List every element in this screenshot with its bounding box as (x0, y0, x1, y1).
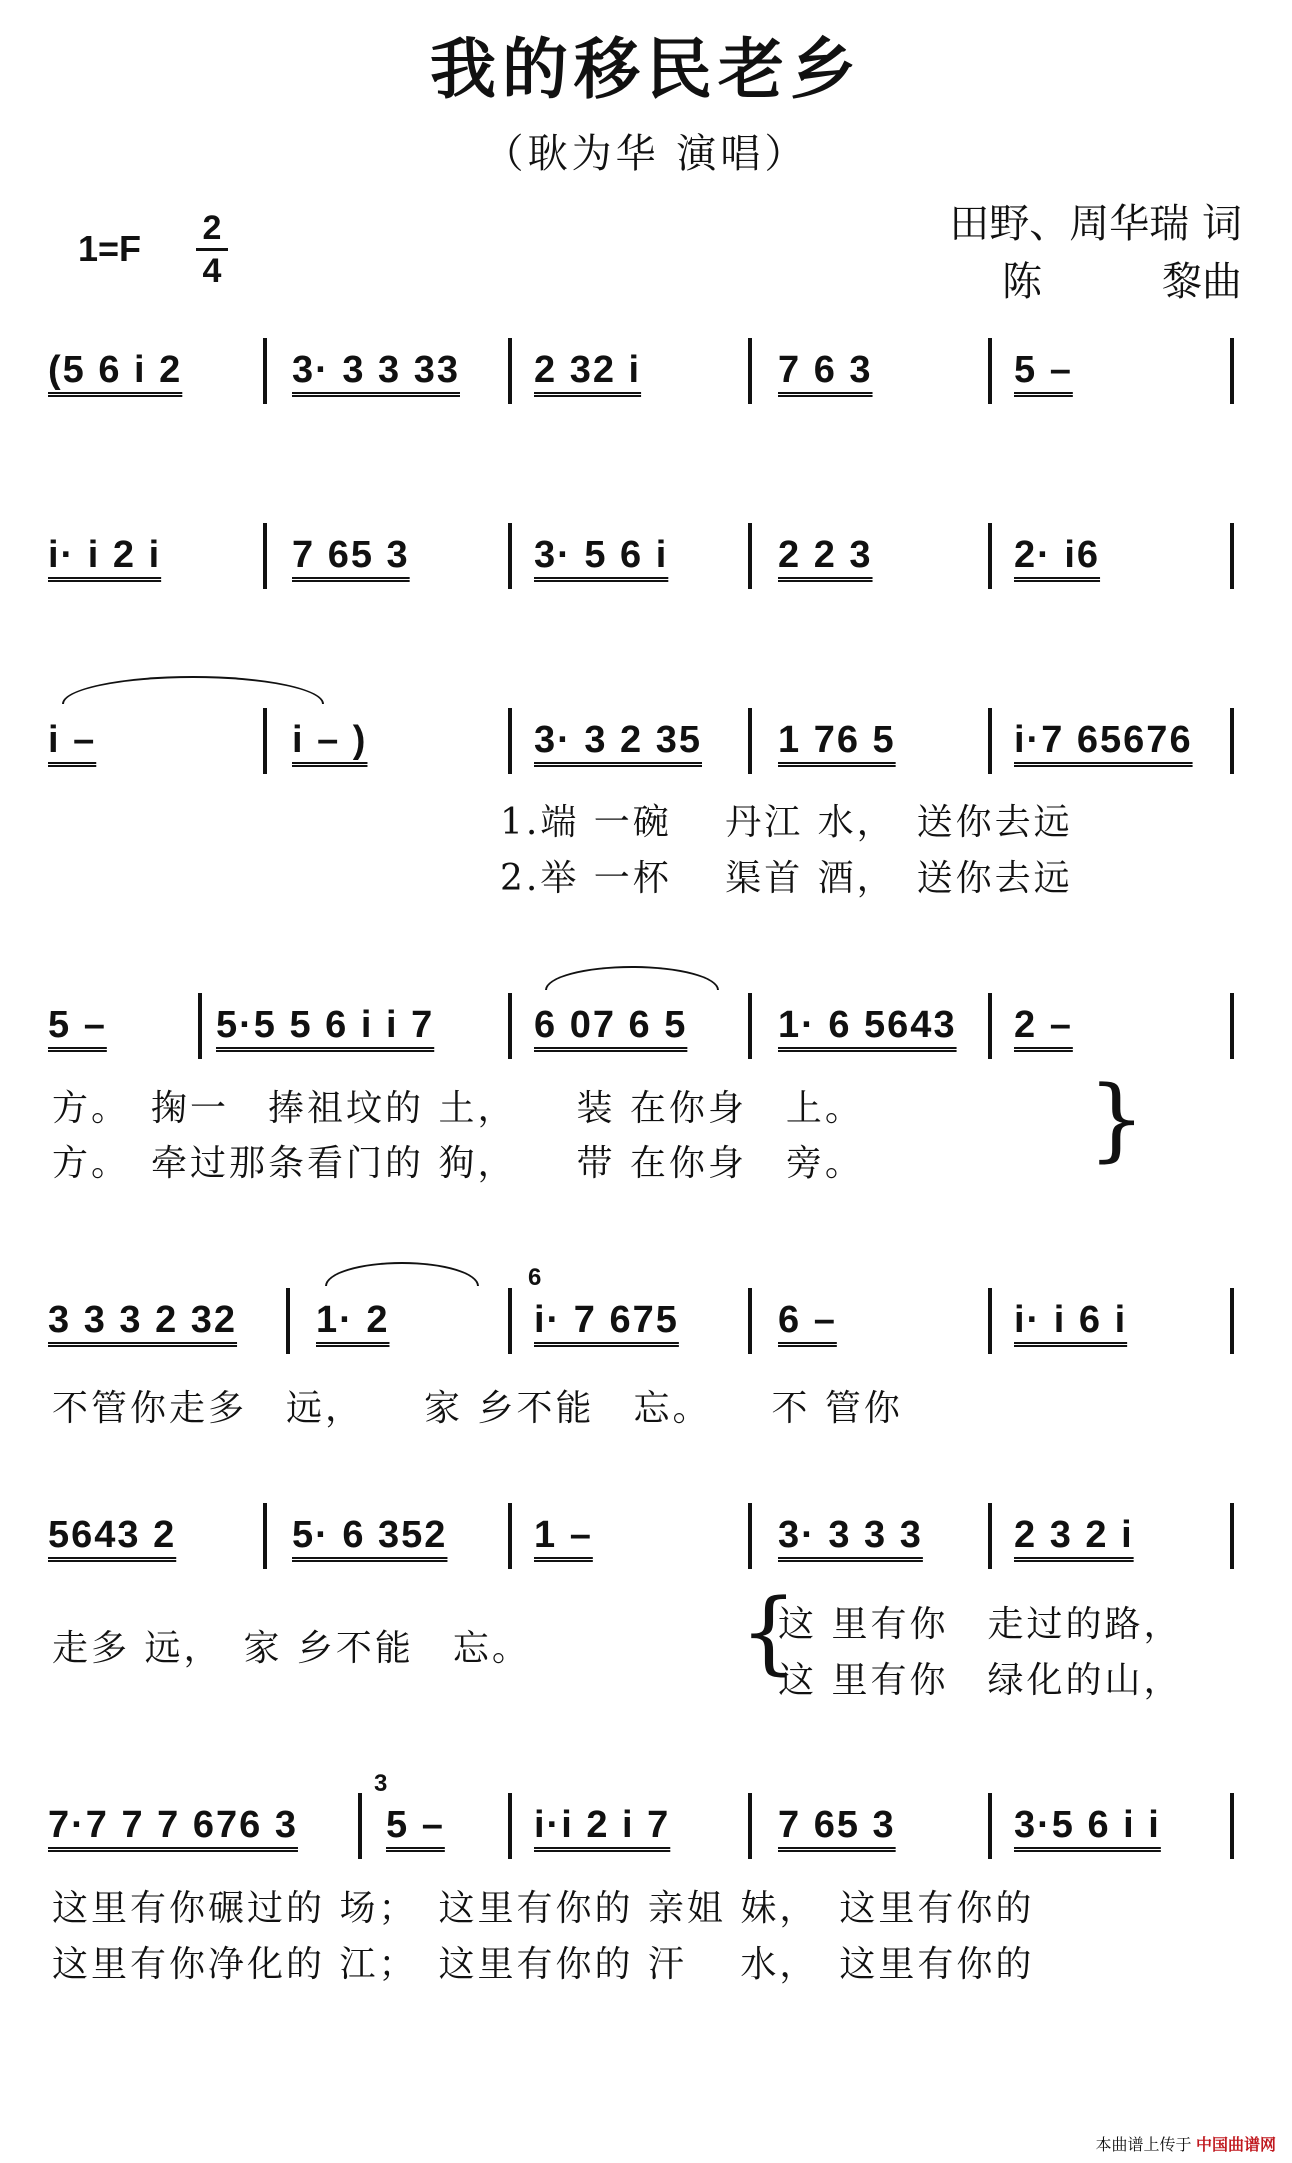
barline (286, 1288, 290, 1354)
barline (508, 1793, 512, 1859)
footer-brand: 中国曲谱网 (1195, 2137, 1276, 2154)
barline (508, 523, 512, 589)
notes-segment: i·7 65676 (1014, 719, 1193, 761)
staff-row-6 (48, 1495, 1244, 1575)
composer-credit: 陈 黎曲 (1002, 259, 1242, 305)
notes-segment: 5 – (48, 1004, 107, 1046)
barline (263, 338, 267, 404)
barline (358, 1793, 362, 1859)
barline (748, 993, 752, 1059)
performer-subtitle: （耿为华 演唱） (483, 131, 809, 177)
barline (1230, 523, 1234, 589)
staff-row-5 (48, 1280, 1244, 1360)
notes-segment: 2 3 2 i (1014, 1514, 1134, 1556)
time-signature (196, 208, 228, 291)
notes-segment: 2 32 i (534, 349, 642, 391)
lyrics-line: 1.端 一碗 丹江 水， 送你去远 (500, 802, 1073, 843)
notes-segment: 3· 3 2 35 (534, 719, 702, 761)
barline (1230, 1503, 1234, 1569)
notes-segment: i· 7 675 (534, 1299, 679, 1341)
notes-segment: 7·7 7 7 676 3 (48, 1804, 298, 1846)
footer-note: 本曲谱上传于 (1095, 2137, 1192, 2154)
volta-marker-3: 3 (374, 1770, 388, 1797)
barline (748, 1288, 752, 1354)
barline (508, 708, 512, 774)
notes-segment: 3· 3 3 3 (778, 1514, 923, 1556)
barline (263, 708, 267, 774)
verse-brace: } (1088, 1067, 1146, 1172)
staff-row-3 (48, 700, 1244, 780)
barline (748, 338, 752, 404)
notes-segment: i – ) (292, 719, 368, 761)
verse-brace: { (740, 1580, 798, 1685)
lyrics-line: 方。 牵过那条看门的 狗， 带 在你身 旁。 (52, 1143, 864, 1184)
notes-segment: 1 76 5 (778, 719, 896, 761)
lyrics-line: 不管你走多 远， 家 乡不能 忘。 不 管你 (52, 1388, 903, 1429)
time-signature-bottom: 4 (196, 248, 228, 291)
barline (1230, 338, 1234, 404)
barline (508, 338, 512, 404)
lyrics-line: 方。 掬一 捧祖坟的 土， 装 在你身 上。 (52, 1088, 864, 1129)
footer-watermark (1096, 2132, 1276, 2155)
notes-segment: 3 3 3 2 32 (48, 1299, 238, 1341)
lyrics-line: 这里有你碾过的 场； 这里有你的 亲姐 妹， 这里有你的 (52, 1888, 1035, 1929)
notes-segment: 3·5 6 i i (1014, 1804, 1161, 1846)
barline (508, 1503, 512, 1569)
barline (988, 338, 992, 404)
notes-segment: i· i 6 i (1014, 1299, 1128, 1341)
notes-segment: 3· 3 3 33 (292, 349, 460, 391)
barline (263, 523, 267, 589)
lyricist-credit: 田野、周华瑞 词 (949, 201, 1242, 247)
barline (988, 708, 992, 774)
notes-segment: i·i 2 i 7 (534, 1804, 671, 1846)
staff-row-1 (48, 330, 1244, 410)
staff-row-2 (48, 515, 1244, 595)
notes-segment: 7 65 3 (292, 534, 410, 576)
barline (988, 1288, 992, 1354)
barline (508, 993, 512, 1059)
key-signature: 1=F (78, 228, 142, 269)
lyrics-line: 这 里有你 走过的路， (778, 1604, 1183, 1645)
notes-segment: 5 – (1014, 349, 1073, 391)
barline (508, 1288, 512, 1354)
barline (748, 1793, 752, 1859)
lyrics-line: 这里有你净化的 江； 这里有你的 汗 水， 这里有你的 (52, 1944, 1035, 1985)
volta-marker-6: 6 (528, 1264, 542, 1291)
notes-segment: 2 – (1014, 1004, 1073, 1046)
notes-segment: 7 6 3 (778, 349, 873, 391)
barline (1230, 708, 1234, 774)
notes-segment: 3· 5 6 i (534, 534, 669, 576)
staff-row-7 (48, 1785, 1244, 1865)
notes-segment: 2· i6 (1014, 534, 1101, 576)
barline (988, 993, 992, 1059)
notes-segment: (5 6 i 2 (48, 349, 183, 391)
notes-segment: 5·5 5 6 i i 7 (216, 1004, 435, 1046)
barline (748, 708, 752, 774)
notes-segment: i· i 2 i (48, 534, 162, 576)
lyrics-line: 走多 远， 家 乡不能 忘。 (52, 1628, 531, 1669)
barline (988, 1503, 992, 1569)
notes-segment: 5643 2 (48, 1514, 177, 1556)
notes-segment: i – (48, 719, 97, 761)
barline (1230, 1793, 1234, 1859)
barline (748, 523, 752, 589)
barline (988, 523, 992, 589)
barline (1230, 993, 1234, 1059)
notes-segment: 5· 6 352 (292, 1514, 448, 1556)
staff-row-4 (48, 985, 1244, 1065)
barline (198, 993, 202, 1059)
notes-segment: 2 2 3 (778, 534, 873, 576)
barline (988, 1793, 992, 1859)
notes-segment: 5 – (386, 1804, 445, 1846)
notes-segment: 1· 6 5643 (778, 1004, 957, 1046)
lyrics-line: 这 里有你 绿化的山， (778, 1660, 1183, 1701)
notes-segment: 1 – (534, 1514, 593, 1556)
song-title: 我的移民老乡 (430, 30, 862, 108)
barline (1230, 1288, 1234, 1354)
notes-segment: 6 – (778, 1299, 837, 1341)
notes-segment: 7 65 3 (778, 1804, 896, 1846)
barline (263, 1503, 267, 1569)
notes-segment: 6 07 6 5 (534, 1004, 688, 1046)
barline (748, 1503, 752, 1569)
lyrics-line: 2.举 一杯 渠首 酒， 送你去远 (500, 858, 1073, 899)
time-signature-top: 2 (202, 209, 222, 247)
notes-segment: 1· 2 (316, 1299, 390, 1341)
